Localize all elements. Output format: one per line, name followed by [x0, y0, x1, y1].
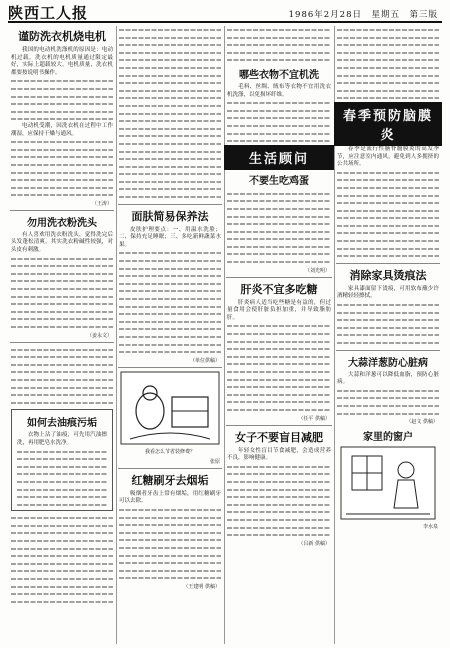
- byline: 李水泉: [422, 524, 438, 531]
- column-2: [116, 26, 225, 644]
- sidebar-box: [11, 409, 113, 511]
- newspaper-logo: 陕西工人报: [8, 4, 89, 22]
- byline: （赵文 供稿）: [406, 419, 438, 426]
- column-1: [8, 26, 117, 644]
- byline: （王涛）: [91, 200, 112, 207]
- article-body: 家具漆面留下烫痕，可用软布蘸少许酒精轻轻擦拭。: [337, 285, 439, 300]
- column-4: [334, 26, 442, 644]
- article-body: 皮肤护理要点：一、用温水洗脸；二、保持充足睡眠；三、多吃新鲜蔬菜水果。: [119, 226, 221, 248]
- article-headline: 哪些衣物不宜机洗: [239, 69, 319, 81]
- article-headline: 红糖刷牙去烟垢: [131, 473, 209, 487]
- article-headline: 不要生吃鸡蛋: [249, 175, 309, 187]
- article-body: 衣物上沾了油痕，可先用汽油擦洗，再用肥皂水洗净。: [17, 432, 107, 446]
- article-headline: 勿用洗衣粉洗头: [27, 217, 97, 229]
- dateline: 1986年2月28日 星期五 第三版: [288, 10, 438, 20]
- article-headline: 消除家具烫痕法: [349, 268, 427, 282]
- byline: （刘光明）: [304, 267, 330, 274]
- cartoon-illustration: [340, 446, 436, 520]
- cartoon-illustration: [120, 371, 220, 445]
- byline: （吕新 供稿）: [298, 540, 330, 547]
- cartoon-caption: 我看怎么节省装修费？: [144, 448, 195, 455]
- byline: 张原: [209, 458, 220, 465]
- article-headline: 女子不要盲目减肥: [235, 430, 323, 444]
- article-body: 春季是流行性脑脊髓膜炎的高发季节，应注意室内通风，避免到人多拥挤的公共场所。: [337, 145, 439, 168]
- article-headline: 肝炎不宜多吃糖: [240, 282, 318, 296]
- article-headline: 谨防洗衣机烧电机: [18, 30, 106, 43]
- column-banner: 生活顾问: [224, 145, 334, 170]
- byline: （单位供稿）: [189, 357, 220, 364]
- masthead: [8, 4, 442, 23]
- article-headline: 面肤简易保养法: [131, 209, 209, 223]
- article-headline: 如何去油痕污垢: [27, 418, 97, 430]
- article-body: 毛料、丝绸、绒布等衣物不宜用洗衣机洗涤，以免损坏纤维。: [227, 83, 331, 98]
- article-headline: 大蒜洋葱防心脏病: [348, 357, 428, 369]
- article-body: 有人喜欢用洗衣粉洗头，觉得洗完后头发蓬松清爽。其实洗衣粉碱性较强，对头皮有刺激。: [11, 231, 113, 254]
- column-3: [224, 26, 335, 644]
- article-body: 我国的电动机洗涤机的原因是：电动机过载。洗衣机的电机质量通过限定最好，实际上超载较大。电机质量，洗衣机都要按说明书操作。: [11, 47, 113, 76]
- article-body: 吸烟者牙齿上常有烟垢，用红糖刷牙可以去除。: [119, 490, 221, 505]
- article-headline: 家里的窗户: [363, 432, 413, 444]
- byline: （任平 供稿）: [298, 415, 330, 422]
- column-banner: 春季预防脑膜炎: [334, 102, 442, 146]
- article-body: 大蒜和洋葱可以降低血脂，预防心脏病。: [337, 371, 439, 386]
- byline: （王建明 供稿）: [183, 583, 220, 590]
- article-body: 电动机受潮，因洗衣机在过程中工作潮湿，应保持干燥与通风。: [11, 122, 113, 137]
- article-body: 年轻女性盲目节食减肥，会造成营养不良，影响健康。: [227, 447, 331, 462]
- byline: （姜永文）: [86, 332, 112, 339]
- article-body: 肝炎病人适当吃些糖是有益的，但过量食用会使肝脏负担加重，并导致脂肪肝。: [227, 299, 331, 321]
